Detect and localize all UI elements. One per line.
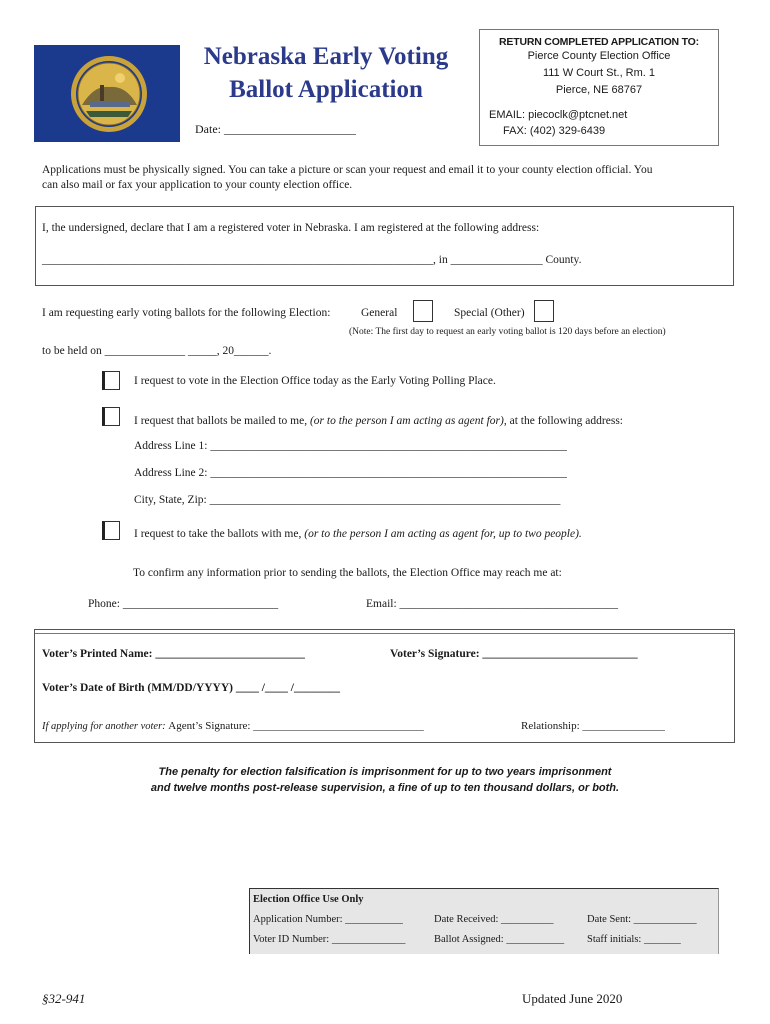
office-email: EMAIL: piecoclk@ptcnet.net bbox=[489, 109, 628, 121]
office-address-2: Pierce, NE 68767 bbox=[555, 84, 643, 96]
declaration-box bbox=[35, 206, 734, 286]
vote-today-checkbox[interactable] bbox=[102, 371, 120, 390]
special-label: Special (Other) bbox=[454, 307, 525, 319]
office-address-1: 111 W Court St., Rm. 1 bbox=[542, 67, 656, 79]
intro-line-1: Applications must be physically signed. You can take a picture or scan your request and email it to your county election official. You bbox=[42, 164, 653, 176]
statute-reference: §32-941 bbox=[42, 991, 86, 1006]
return-heading: RETURN COMPLETED APPLICATION TO: bbox=[499, 36, 699, 48]
general-label: General bbox=[361, 307, 398, 319]
special-checkbox[interactable] bbox=[534, 300, 554, 322]
application-number-field[interactable]: Application Number: ___________ bbox=[253, 914, 403, 925]
address-line-2-field[interactable]: Address Line 2: ______________________________________________________________ bbox=[134, 467, 567, 479]
take-ballots-label bbox=[134, 528, 582, 540]
general-checkbox[interactable] bbox=[413, 300, 433, 322]
mail-ballots-label bbox=[134, 415, 623, 427]
state-seal-icon bbox=[34, 45, 180, 142]
phone-field[interactable]: Phone: ___________________________ bbox=[88, 598, 279, 610]
mail-suffix: , at the following address: bbox=[503, 415, 623, 427]
registered-address-field[interactable]: ____________________________________________________________________, in ________________ County. bbox=[42, 254, 582, 266]
staff-initials-field[interactable]: Staff initials: _______ bbox=[587, 934, 681, 945]
relationship-field[interactable]: Relationship: _______________ bbox=[521, 720, 665, 732]
printed-name-field[interactable]: Voter’s Printed Name: __________________________ bbox=[42, 648, 305, 660]
election-request-label: I am requesting early voting ballots for the following Election: bbox=[42, 307, 331, 319]
take-ballots-checkbox[interactable] bbox=[102, 521, 120, 540]
voter-signature-field[interactable]: Voter’s Signature: ___________________________ bbox=[390, 648, 638, 660]
take-prefix: I request to take the ballots with me, bbox=[134, 528, 305, 540]
agent-signature-field[interactable]: Agent’s Signature: _______________________________ bbox=[168, 720, 424, 732]
return-address-box bbox=[479, 29, 719, 146]
election-note: (Note: The first day to request an early voting ballot is 120 days before an election) bbox=[349, 327, 666, 337]
date-of-birth-field[interactable]: Voter’s Date of Birth (MM/DD/YYYY) ____ /____ /________ bbox=[42, 682, 340, 694]
mail-ballots-checkbox[interactable] bbox=[102, 407, 120, 426]
date-received-field[interactable]: Date Received: __________ bbox=[434, 914, 554, 925]
penalty-notice bbox=[80, 764, 690, 796]
take-agent-note: (or to the person I am acting as agent for, up to two people). bbox=[304, 528, 582, 540]
date-field[interactable]: Date: ______________________ bbox=[195, 122, 356, 136]
agent-row bbox=[42, 720, 424, 732]
agent-note: If applying for another voter: bbox=[42, 721, 166, 732]
email-field[interactable]: Email: ______________________________________ bbox=[366, 598, 619, 610]
title-line-1: Nebraska Early Voting bbox=[203, 43, 449, 70]
city-state-zip-field[interactable]: City, State, Zip: _____________________________________________________________ bbox=[134, 494, 561, 506]
ballot-assigned-field[interactable]: Ballot Assigned: ___________ bbox=[434, 934, 565, 945]
penalty-line-1: The penalty for election falsification is imprisonment for up to two years imprisonment bbox=[158, 766, 612, 778]
mail-prefix: I request that ballots be mailed to me, bbox=[134, 415, 310, 427]
updated-date: Updated June 2020 bbox=[522, 991, 623, 1006]
intro-line-2: can also mail or fax your application to your county election office. bbox=[42, 179, 353, 191]
office-name: Pierce County Election Office bbox=[527, 50, 671, 62]
penalty-line-2: and twelve months post-release supervision, a fine of up to ten thousand dollars, or both. bbox=[150, 782, 620, 794]
title-line-2: Ballot Application bbox=[229, 76, 423, 103]
declaration-text: I, the undersigned, declare that I am a registered voter in Nebraska. I am registered at the following address: bbox=[42, 222, 540, 234]
nebraska-flag bbox=[34, 45, 180, 142]
election-date-field[interactable]: to be held on ______________ _____, 20______. bbox=[42, 345, 272, 357]
confirm-text: To confirm any information prior to sending the ballots, the Election Office may reach me at: bbox=[133, 567, 562, 579]
office-use-heading: Election Office Use Only bbox=[253, 894, 364, 905]
page-title bbox=[185, 40, 467, 106]
intro-text bbox=[42, 163, 732, 193]
office-use-box bbox=[249, 888, 719, 954]
mail-agent-note: (or to the person I am acting as agent for) bbox=[309, 415, 504, 427]
office-fax: FAX: (402) 329-6439 bbox=[503, 125, 606, 137]
date-sent-field[interactable]: Date Sent: ____________ bbox=[587, 914, 697, 925]
address-line-1-field[interactable]: Address Line 1: ______________________________________________________________ bbox=[134, 440, 567, 452]
vote-today-label: I request to vote in the Election Office today as the Early Voting Polling Place. bbox=[134, 375, 496, 387]
voter-id-field[interactable]: Voter ID Number: ______________ bbox=[253, 934, 406, 945]
